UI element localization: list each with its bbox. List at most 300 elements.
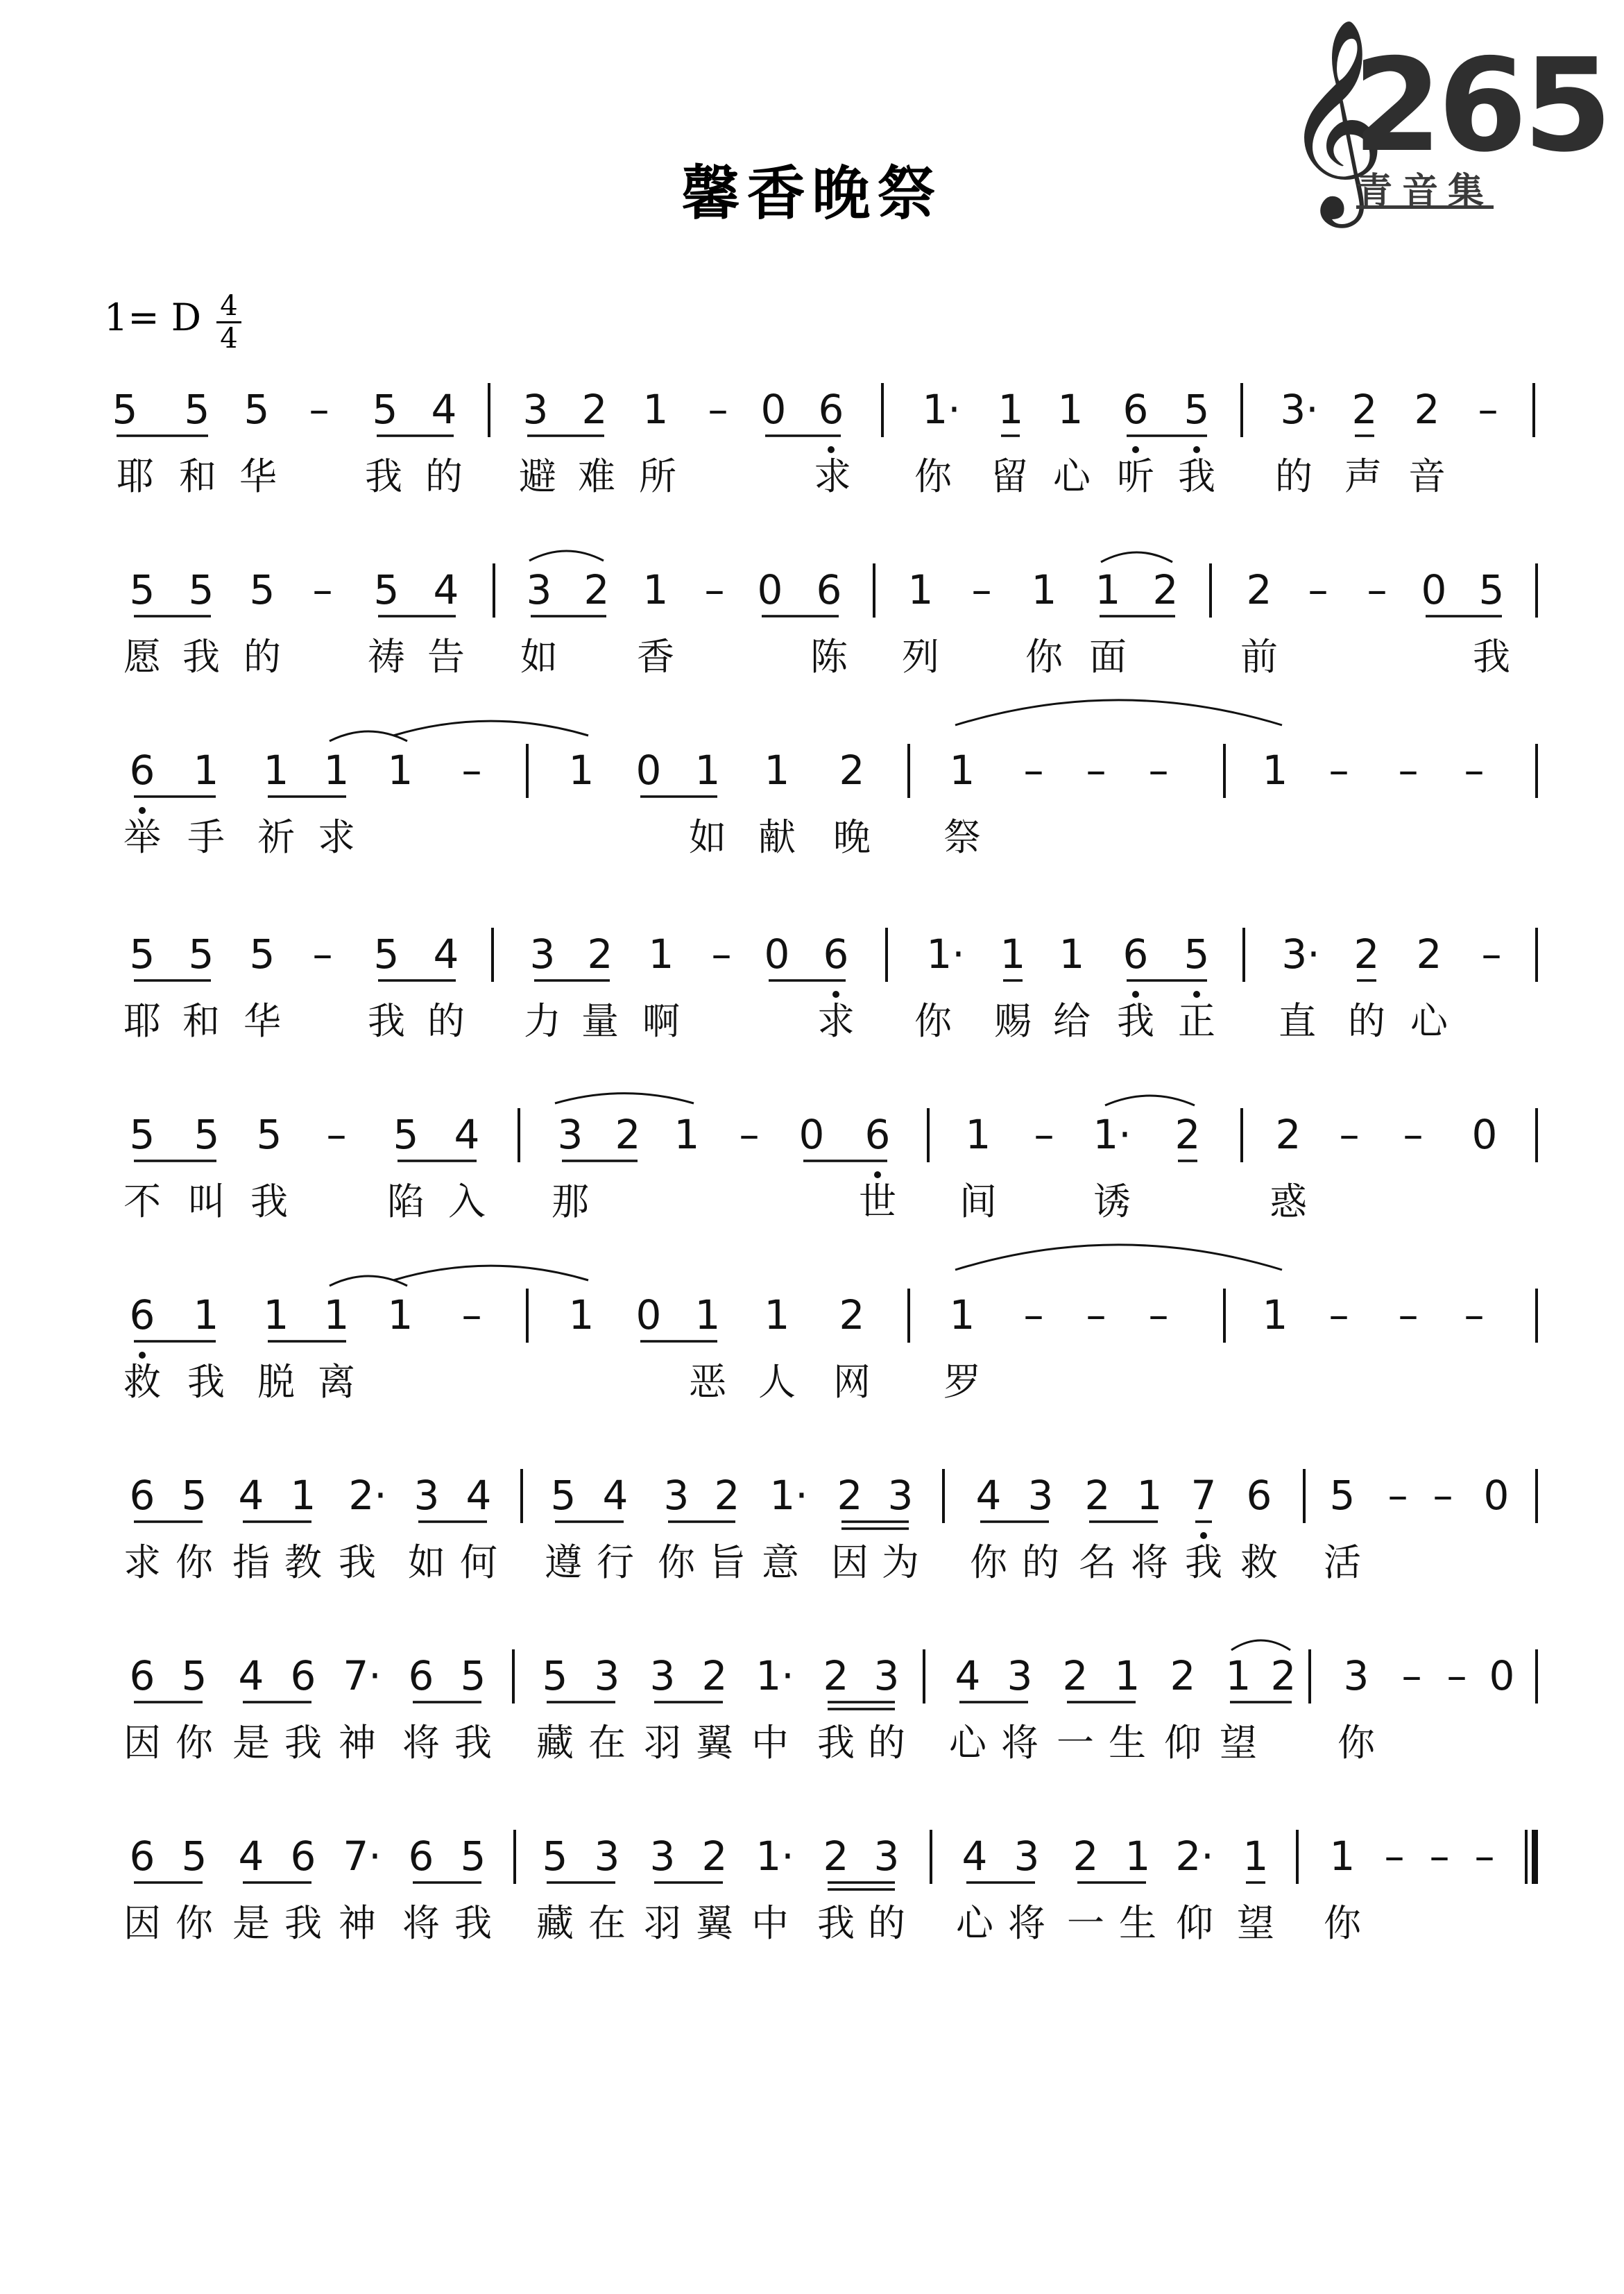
note: 3 (1343, 1652, 1369, 1699)
note: 6 (129, 1833, 155, 1880)
lyric: 世 (859, 1180, 896, 1223)
note: 1 (694, 1291, 721, 1339)
note: 6 (1246, 1472, 1272, 1519)
lyric: 将 (1001, 1721, 1038, 1765)
note: 1 (1095, 566, 1121, 613)
note: 5 (188, 566, 214, 613)
lyric: 我 (368, 999, 405, 1043)
treble-clef-icon: 𝄞 (1283, 17, 1386, 219)
lyric: 为 (882, 1540, 919, 1584)
tie-slur (330, 1276, 407, 1286)
sustain-dash: – (1034, 1111, 1054, 1158)
lyric: 华 (243, 999, 281, 1043)
lyric: 耶 (117, 454, 154, 498)
tie-slur (1105, 1096, 1195, 1105)
lyric: 求 (123, 1540, 161, 1584)
lyric: 藏 (536, 1721, 574, 1765)
note: 6 (816, 566, 842, 613)
sustain-dash: – (971, 566, 992, 613)
lyric: 生 (1109, 1721, 1146, 1765)
note: 6 (129, 1472, 155, 1519)
lyric: 你 (914, 999, 952, 1043)
note: 5 (188, 931, 214, 978)
lyric: 的 (243, 635, 281, 679)
lyric: 心 (1053, 454, 1091, 498)
lyric: 救 (123, 1360, 161, 1404)
lyric: 叫 (188, 1180, 225, 1223)
note: 2 (1351, 386, 1378, 433)
lyric: 人 (758, 1360, 796, 1404)
lyric: 羽 (644, 1901, 681, 1945)
lyric: 的 (868, 1901, 905, 1945)
octave-dot (874, 1171, 881, 1178)
octave-dot (139, 807, 146, 814)
note: 5 (460, 1833, 486, 1880)
lyric: 我 (1117, 999, 1154, 1043)
note: 2 (839, 1291, 865, 1339)
note: 0 (1471, 1111, 1498, 1158)
note: 6 (129, 1291, 155, 1339)
logo-subtext: 青音集 (1356, 171, 1494, 212)
note: 0 (1483, 1472, 1510, 1519)
lyric: 旨 (708, 1540, 746, 1584)
note: 1 (642, 386, 669, 433)
note: 4 (465, 1472, 492, 1519)
note: 2· (1175, 1833, 1214, 1880)
note: 1 (965, 1111, 991, 1158)
note: 2 (837, 1472, 863, 1519)
sustain-dash: – (1433, 1472, 1453, 1519)
lyric: 藏 (536, 1901, 574, 1945)
sustain-dash: – (1464, 1291, 1485, 1339)
note: 1 (263, 1291, 289, 1339)
lyric: 将 (402, 1721, 440, 1765)
lyric: 祈 (257, 815, 295, 859)
note: 5 (542, 1833, 568, 1880)
octave-dot (1132, 446, 1139, 453)
lyric: 所 (639, 454, 676, 498)
lyric: 列 (902, 635, 939, 679)
note: 3 (557, 1111, 583, 1158)
note: 2 (701, 1652, 728, 1699)
note: 5 (372, 386, 398, 433)
note: 1 (323, 1291, 350, 1339)
lyric: 指 (232, 1540, 270, 1584)
lyric: 网 (833, 1360, 871, 1404)
lyric: 在 (588, 1721, 626, 1765)
note: 4 (955, 1652, 981, 1699)
note: 6 (864, 1111, 891, 1158)
sustain-dash: – (1384, 1833, 1405, 1880)
tie-slur (1231, 1640, 1290, 1650)
lyric: 陷 (387, 1180, 425, 1223)
lyric: 教 (284, 1540, 322, 1584)
lyric: 避 (519, 454, 556, 498)
note: 2 (1170, 1652, 1196, 1699)
sustain-dash: – (1367, 566, 1387, 613)
note: 3· (1280, 386, 1319, 433)
note: 1 (694, 747, 721, 794)
note: 1 (764, 1291, 790, 1339)
note: 1 (642, 566, 669, 613)
sustain-dash: – (1481, 931, 1502, 978)
note: 6 (129, 747, 155, 794)
note: 0 (798, 1111, 825, 1158)
note: 4 (238, 1652, 264, 1699)
song-title: 馨香晚祭 (681, 160, 943, 228)
note: 5 (181, 1652, 207, 1699)
note: 2 (1416, 931, 1442, 978)
note: 5 (256, 1111, 282, 1158)
lyric: 手 (187, 815, 225, 859)
octave-dot (1132, 991, 1139, 998)
note: 4 (602, 1472, 629, 1519)
note: 4 (433, 931, 459, 978)
octave-dot (139, 1352, 146, 1359)
note: 2 (714, 1472, 740, 1519)
lyric: 陈 (810, 635, 848, 679)
note: 4 (433, 566, 459, 613)
lyric: 香 (637, 635, 674, 679)
lyric: 和 (182, 999, 220, 1043)
note: 5 (460, 1652, 486, 1699)
note: 1 (290, 1472, 316, 1519)
lyric: 和 (179, 454, 216, 498)
lyric: 力 (524, 999, 561, 1043)
lyric: 晚 (833, 815, 871, 859)
note: 3 (594, 1652, 620, 1699)
time-signature-unit: 4 (220, 323, 238, 355)
note: 5 (373, 931, 400, 978)
note: 1 (568, 747, 595, 794)
sustain-dash: – (1446, 1652, 1467, 1699)
note: 4 (454, 1111, 480, 1158)
note: 6 (1122, 386, 1149, 433)
lyric: 赐 (994, 999, 1032, 1043)
lyric: 祭 (943, 815, 981, 859)
lyric: 将 (402, 1901, 440, 1945)
lyric: 你 (176, 1901, 213, 1945)
lyric: 入 (448, 1180, 486, 1223)
sustain-dash: – (1148, 747, 1169, 794)
note: 3 (594, 1833, 620, 1880)
tie-slur (1101, 552, 1172, 562)
lyric: 你 (1025, 635, 1063, 679)
octave-dot (1193, 446, 1200, 453)
note: 5 (373, 566, 400, 613)
lyric: 如 (689, 815, 726, 859)
lyric: 心 (949, 1721, 986, 1765)
note: 3 (526, 566, 552, 613)
note: 2 (587, 931, 613, 978)
lyric: 啊 (642, 999, 680, 1043)
note: 5 (184, 386, 210, 433)
lyric: 我 (1473, 635, 1510, 679)
note: 2 (581, 386, 608, 433)
note: 0 (764, 931, 790, 978)
lyric: 的 (1348, 999, 1385, 1043)
lyric: 如 (520, 635, 558, 679)
lyric: 声 (1344, 454, 1382, 498)
lyric: 你 (176, 1721, 213, 1765)
note: 5 (249, 931, 275, 978)
lyric: 一 (1067, 1901, 1104, 1945)
note: 1 (998, 386, 1024, 433)
lyric: 惑 (1270, 1180, 1307, 1223)
lyric: 求 (318, 815, 355, 859)
note: 1· (769, 1472, 808, 1519)
note: 2 (583, 566, 610, 613)
note: 1 (193, 1291, 219, 1339)
octave-dot (828, 446, 835, 453)
note: 5 (112, 386, 138, 433)
note: 3 (649, 1833, 676, 1880)
note: 3 (1027, 1472, 1054, 1519)
sustain-dash: – (309, 386, 330, 433)
lyric: 我 (182, 635, 220, 679)
note: 1 (323, 747, 350, 794)
note: 7 (1190, 1472, 1217, 1519)
note: 6 (290, 1652, 316, 1699)
note: 3 (887, 1472, 914, 1519)
octave-dot (1200, 1532, 1207, 1539)
lyric: 望 (1220, 1721, 1257, 1765)
lyric: 你 (970, 1540, 1007, 1584)
note: 3 (873, 1652, 900, 1699)
octave-dot (1193, 991, 1200, 998)
lyric: 祷 (368, 635, 405, 679)
lyric: 我 (817, 1721, 855, 1765)
lyric: 华 (239, 454, 277, 498)
note: 5 (393, 1111, 419, 1158)
lyric: 我 (187, 1360, 225, 1404)
tie-slur (393, 721, 588, 736)
lyric: 意 (762, 1540, 799, 1584)
sustain-dash: – (1328, 1291, 1349, 1339)
note: 1 (1242, 1833, 1269, 1880)
lyric: 的 (1275, 454, 1313, 498)
lyric: 恶 (689, 1360, 726, 1404)
lyric: 我 (339, 1540, 376, 1584)
note: 1 (648, 931, 674, 978)
lyric: 名 (1079, 1540, 1116, 1584)
lyric: 行 (597, 1540, 634, 1584)
note: 6 (818, 386, 844, 433)
key-label: 1= D (104, 296, 202, 339)
lyric: 离 (318, 1360, 355, 1404)
note: 1 (1136, 1472, 1163, 1519)
note: 3 (529, 931, 556, 978)
note: 3 (522, 386, 549, 433)
lyric: 心 (1410, 999, 1448, 1043)
lyric: 羽 (644, 1721, 681, 1765)
lyric: 是 (232, 1901, 270, 1945)
final-barline-thick (1532, 1830, 1538, 1884)
lyric: 在 (588, 1901, 626, 1945)
note: 6 (129, 1652, 155, 1699)
lyric: 我 (1178, 454, 1215, 498)
sustain-dash: – (1328, 747, 1349, 794)
lyric: 仰 (1164, 1721, 1202, 1765)
lyric: 你 (1337, 1721, 1375, 1765)
note: 3 (873, 1833, 900, 1880)
sustain-dash: – (1148, 1291, 1169, 1339)
lyric: 我 (1185, 1540, 1222, 1584)
note: 1 (949, 747, 975, 794)
note: 3 (1007, 1652, 1033, 1699)
lyric: 的 (1022, 1540, 1059, 1584)
logo-number: 265 (1353, 31, 1609, 180)
note: 1 (263, 747, 289, 794)
sustain-dash: – (739, 1111, 760, 1158)
note: 1 (193, 747, 219, 794)
note: 3 (649, 1652, 676, 1699)
note: 5 (542, 1652, 568, 1699)
note: 6 (823, 931, 849, 978)
note: 1· (755, 1833, 794, 1880)
note: 2 (1084, 1472, 1111, 1519)
lyric: 前 (1240, 635, 1278, 679)
lyric: 告 (427, 635, 465, 679)
lyric: 愿 (123, 635, 161, 679)
note: 4 (431, 386, 457, 433)
lyric: 翼 (696, 1721, 733, 1765)
note: 2 (1270, 1652, 1297, 1699)
sustain-dash: – (1401, 1652, 1422, 1699)
note: 1 (1225, 1652, 1251, 1699)
note: 2 (1152, 566, 1179, 613)
sustain-dash: – (326, 1111, 347, 1158)
lyric: 救 (1240, 1540, 1278, 1584)
lyric: 中 (751, 1901, 789, 1945)
note: 2 (1246, 566, 1272, 613)
lyric: 诱 (1093, 1180, 1131, 1223)
lyric: 不 (123, 1180, 161, 1223)
note: 5 (243, 386, 270, 433)
note: 2 (701, 1833, 728, 1880)
note: 2 (823, 1833, 849, 1880)
note: 2 (823, 1652, 849, 1699)
sustain-dash: – (1086, 747, 1106, 794)
note: 2 (839, 747, 865, 794)
tie-slur (955, 1245, 1282, 1270)
note: 2 (1353, 931, 1380, 978)
lyric: 将 (1008, 1901, 1045, 1945)
lyric: 神 (339, 1721, 376, 1765)
note: 2 (1062, 1652, 1088, 1699)
sustain-dash: – (1308, 566, 1328, 613)
lyric: 的 (868, 1721, 905, 1765)
sustain-dash: – (461, 1291, 482, 1339)
note: 1 (764, 747, 790, 794)
tie-slur (529, 551, 604, 561)
sustain-dash: – (1398, 747, 1419, 794)
note: 0 (757, 566, 783, 613)
lyric: 的 (427, 999, 465, 1043)
note: 3· (1281, 931, 1320, 978)
sustain-dash: – (711, 931, 732, 978)
lyric: 你 (658, 1540, 695, 1584)
note: 2 (1174, 1111, 1201, 1158)
note: 1· (926, 931, 965, 978)
lyric: 面 (1089, 635, 1127, 679)
note: 5 (194, 1111, 220, 1158)
note: 0 (1421, 566, 1447, 613)
note: 6 (408, 1652, 434, 1699)
note: 2· (348, 1472, 387, 1519)
note: 1 (949, 1291, 975, 1339)
note: 1 (1057, 386, 1084, 433)
note: 0 (635, 747, 662, 794)
note: 0 (635, 1291, 662, 1339)
lyric: 那 (552, 1180, 589, 1223)
sustain-dash: – (312, 931, 333, 978)
lyric: 我 (284, 1721, 322, 1765)
note: 4 (975, 1472, 1002, 1519)
lyric: 因 (831, 1540, 869, 1584)
note: 4 (961, 1833, 988, 1880)
lyric: 脱 (257, 1360, 295, 1404)
sustain-dash: – (1478, 386, 1498, 433)
sustain-dash: – (1387, 1472, 1408, 1519)
note: 5 (181, 1472, 207, 1519)
note: 1· (1093, 1111, 1131, 1158)
lyric: 我 (250, 1180, 288, 1223)
note: 3 (663, 1472, 690, 1519)
note: 5 (1183, 386, 1210, 433)
note: 1 (1059, 931, 1085, 978)
lyric: 听 (1117, 454, 1154, 498)
note: 2 (1414, 386, 1440, 433)
lyric: 难 (578, 454, 615, 498)
note: 6 (408, 1833, 434, 1880)
sustain-dash: – (312, 566, 333, 613)
note: 4 (238, 1833, 264, 1880)
note: 2 (1275, 1111, 1301, 1158)
note: 5 (129, 1111, 155, 1158)
note: 7· (343, 1652, 382, 1699)
lyric: 举 (123, 815, 161, 859)
lyric: 间 (959, 1180, 997, 1223)
lyric: 献 (758, 815, 796, 859)
lyric: 音 (1408, 454, 1446, 498)
sustain-dash: – (1429, 1833, 1450, 1880)
lyric: 我 (817, 1901, 855, 1945)
octave-dot (832, 991, 839, 998)
note: 4 (238, 1472, 264, 1519)
note: 1 (387, 1291, 413, 1339)
note: 1· (755, 1652, 794, 1699)
note: 5 (1329, 1472, 1356, 1519)
lyric: 望 (1237, 1901, 1274, 1945)
note: 0 (1489, 1652, 1515, 1699)
lyric: 遵 (545, 1540, 582, 1584)
note: 1 (1262, 747, 1288, 794)
tie-slur (955, 700, 1282, 725)
sustain-dash: – (1023, 1291, 1044, 1339)
lyric: 活 (1324, 1540, 1361, 1584)
note: 5 (181, 1833, 207, 1880)
lyric: 耶 (123, 999, 161, 1043)
lyric: 直 (1279, 999, 1316, 1043)
note: 1 (1031, 566, 1057, 613)
tie-slur (330, 731, 407, 741)
tie-slur (555, 1094, 694, 1103)
note: 1 (1000, 931, 1026, 978)
sustain-dash: – (1023, 747, 1044, 794)
lyric: 留 (991, 454, 1028, 498)
lyric: 求 (814, 454, 851, 498)
